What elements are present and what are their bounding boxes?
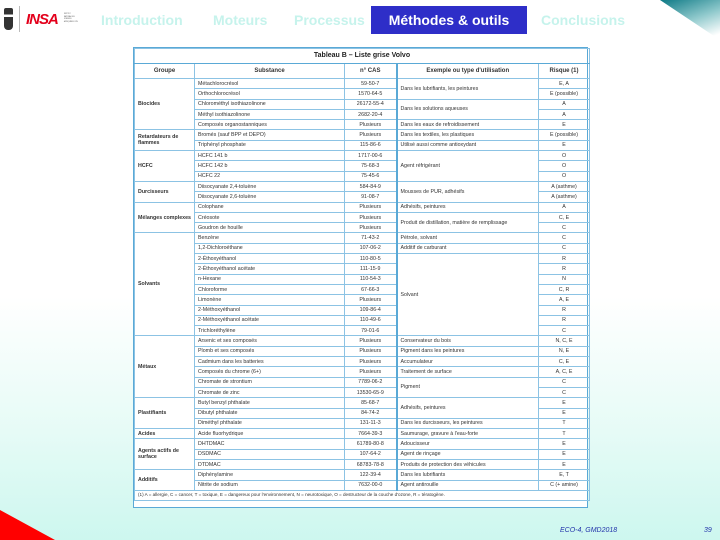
group-cell: Métaux bbox=[135, 336, 195, 398]
risk-cell: O bbox=[539, 151, 590, 161]
table-row bbox=[135, 398, 590, 408]
usage-cell: Dans les eaux de refroidissement bbox=[397, 120, 539, 130]
substance-cell: Diisocyanate 2,4-toluène bbox=[195, 181, 345, 191]
table-row bbox=[135, 367, 590, 377]
risk-cell: A, C, E bbox=[539, 367, 590, 377]
cas-cell: 110-49-6 bbox=[345, 315, 397, 325]
risk-cell: C bbox=[539, 223, 590, 233]
usage-cell: Adoucisseur bbox=[397, 439, 539, 449]
usage-cell: Dans les textiles, les plastiques bbox=[397, 130, 539, 140]
risk-cell: E bbox=[539, 398, 590, 408]
cas-cell: 107-06-2 bbox=[345, 243, 397, 253]
usage-cell: Pigment bbox=[397, 377, 539, 398]
substance-cell: Limonène bbox=[195, 295, 345, 305]
usage-cell: Pigment dans les peintures bbox=[397, 346, 539, 356]
footer-course: ECO-4, GMD2018 bbox=[560, 527, 618, 534]
cas-cell: 110-80-5 bbox=[345, 254, 397, 264]
substance-cell: Chloroforme bbox=[195, 284, 345, 294]
usage-cell: Adhésifs, peintures bbox=[397, 202, 539, 212]
risk-cell: C bbox=[539, 387, 590, 397]
substance-cell: Chromate de strontium bbox=[195, 377, 345, 387]
substance-cell: Triphényl phosphate bbox=[195, 140, 345, 150]
cas-cell: 7664-39-3 bbox=[345, 429, 397, 439]
substance-cell: Bromés (sauf BPP et DEPO) bbox=[195, 130, 345, 140]
table-row bbox=[135, 140, 590, 150]
cas-cell: 26172-55-4 bbox=[345, 99, 397, 109]
nav-methodes-outils[interactable]: Méthodes & outils bbox=[371, 6, 527, 34]
substance-cell: 2-Éthoxyéthanol bbox=[195, 254, 345, 264]
logo-subtitle: INSTITUT NATIONAL DES SCIENCES APPLIQUÉES LYON bbox=[63, 14, 78, 23]
substance-cell: Méthyl isothiazolinone bbox=[195, 109, 345, 119]
cas-cell: 115-86-6 bbox=[345, 140, 397, 150]
substance-cell: Créosote bbox=[195, 212, 345, 222]
risk-cell: A, E bbox=[539, 295, 590, 305]
risk-cell: E, T bbox=[539, 470, 590, 480]
cas-cell: 107-64-2 bbox=[345, 449, 397, 459]
substance-cell: Chromate de zinc bbox=[195, 387, 345, 397]
substance-cell: Composés du chrome (6+) bbox=[195, 367, 345, 377]
risk-cell: E (possible) bbox=[539, 89, 590, 99]
group-cell: Additifs bbox=[135, 470, 195, 491]
substance-cell: Cadmium dans les batteries bbox=[195, 357, 345, 367]
col-header-substance: Substance bbox=[195, 64, 345, 79]
nav-introduction[interactable]: Introduction bbox=[101, 12, 183, 28]
table-row bbox=[135, 470, 590, 480]
col-header-groupe: Groupe bbox=[135, 64, 195, 79]
substance-cell: 2-Méthoxyéthanol bbox=[195, 305, 345, 315]
red-corner-decoration bbox=[0, 510, 55, 540]
substance-cell: Plomb et ses composés bbox=[195, 346, 345, 356]
table-row bbox=[135, 429, 590, 439]
table-row bbox=[135, 212, 590, 222]
table-row bbox=[135, 243, 590, 253]
risk-cell: E bbox=[539, 439, 590, 449]
table-row bbox=[135, 181, 590, 191]
risk-cell: A bbox=[539, 109, 590, 119]
group-cell: Agents actifs de surface bbox=[135, 439, 195, 470]
risk-cell: O bbox=[539, 161, 590, 171]
substance-cell: Orthochlorocrésol bbox=[195, 89, 345, 99]
col-header-risque: Risque (1) bbox=[539, 64, 590, 79]
risk-cell: C bbox=[539, 377, 590, 387]
volvo-grey-list-table bbox=[133, 47, 588, 508]
substance-cell: Colophane bbox=[195, 202, 345, 212]
risk-cell: R bbox=[539, 305, 590, 315]
cas-cell: Plusieurs bbox=[345, 212, 397, 222]
usage-cell: Pétrole, solvant bbox=[397, 233, 539, 243]
risk-cell: E bbox=[539, 120, 590, 130]
cas-cell: 131-11-3 bbox=[345, 418, 397, 428]
substance-cell: DHTDMAC bbox=[195, 439, 345, 449]
risk-cell: T bbox=[539, 418, 590, 428]
col-header-usage: Exemple ou type d'utilisation bbox=[397, 64, 539, 79]
col-header-cas: n° CAS bbox=[345, 64, 397, 79]
risk-cell: C bbox=[539, 326, 590, 336]
cas-cell: Plusieurs bbox=[345, 120, 397, 130]
cas-cell: 2682-20-4 bbox=[345, 109, 397, 119]
risk-cell: E, A bbox=[539, 79, 590, 89]
substance-cell: Dibutyl phthalate bbox=[195, 408, 345, 418]
cas-cell: 13530-65-9 bbox=[345, 387, 397, 397]
usage-cell: Adhésifs, peintures bbox=[397, 398, 539, 419]
risk-cell: A (asthme) bbox=[539, 181, 590, 191]
substance-cell: Benzène bbox=[195, 233, 345, 243]
table-row bbox=[135, 79, 590, 89]
risk-cell: T bbox=[539, 429, 590, 439]
risk-cell: E bbox=[539, 449, 590, 459]
risk-cell: O bbox=[539, 171, 590, 181]
cas-cell: Plusieurs bbox=[345, 367, 397, 377]
table-row bbox=[135, 120, 590, 130]
group-cell: Mélanges complexes bbox=[135, 202, 195, 233]
table-row bbox=[135, 233, 590, 243]
corner-decoration bbox=[660, 0, 720, 40]
usage-cell: Saumurage, gravure à l'eau-forte bbox=[397, 429, 539, 439]
group-cell: Acides bbox=[135, 429, 195, 439]
table-row bbox=[135, 151, 590, 161]
risk-cell: A bbox=[539, 202, 590, 212]
table-row bbox=[135, 336, 590, 346]
substance-cell: 2-Éthoxyéthanol acétate bbox=[195, 264, 345, 274]
risk-cell: E bbox=[539, 408, 590, 418]
usage-cell: Accumulateur bbox=[397, 357, 539, 367]
substance-cell: 2-Méthoxyéthanol acétate bbox=[195, 315, 345, 325]
footnote-row bbox=[135, 490, 590, 500]
insa-logo bbox=[4, 6, 78, 32]
risk-cell: C bbox=[539, 243, 590, 253]
usage-cell: Produits de protection des véhicules bbox=[397, 459, 539, 469]
group-cell: Retardateurs de flammes bbox=[135, 130, 195, 151]
substance-cell: n-Hexane bbox=[195, 274, 345, 284]
cas-cell: 122-39-4 bbox=[345, 470, 397, 480]
cas-cell: 85-68-7 bbox=[345, 398, 397, 408]
cas-cell: 71-43-2 bbox=[345, 233, 397, 243]
substance-cell: HCFC 141 b bbox=[195, 151, 345, 161]
group-cell: Solvants bbox=[135, 233, 195, 336]
table-row bbox=[135, 99, 590, 109]
substance-cell: Composés organostanniques bbox=[195, 120, 345, 130]
cas-cell: 75-45-6 bbox=[345, 171, 397, 181]
page-number: 39 bbox=[704, 527, 712, 534]
risk-cell: E bbox=[539, 140, 590, 150]
group-cell: Durcisseurs bbox=[135, 181, 195, 202]
risk-cell: A bbox=[539, 99, 590, 109]
risk-cell: R bbox=[539, 264, 590, 274]
group-cell: HCFC bbox=[135, 151, 195, 182]
usage-cell: Mousses de PUR, adhésifs bbox=[397, 181, 539, 202]
usage-cell: Agent réfrigérant bbox=[397, 151, 539, 182]
cas-cell: Plusieurs bbox=[345, 357, 397, 367]
risk-cell: N, E bbox=[539, 346, 590, 356]
substance-cell: HCFC 142 b bbox=[195, 161, 345, 171]
risk-cell: C (+ amine) bbox=[539, 480, 590, 490]
cas-cell: 7632-00-0 bbox=[345, 480, 397, 490]
cas-cell: 68783-78-8 bbox=[345, 459, 397, 469]
footnote: (1) A = allergie, C = cancer, T = toxique, E = dangereux pour l'environnement, N = neurotoxique, O = destructeur de la couche d'ozone, R = tératogène. bbox=[135, 490, 590, 500]
cas-cell: 67-66-3 bbox=[345, 284, 397, 294]
substance-cell: Chlorométhyl isothiazolinone bbox=[195, 99, 345, 109]
logo-divider bbox=[19, 6, 20, 32]
cas-cell: Plusieurs bbox=[345, 346, 397, 356]
risk-cell: R bbox=[539, 254, 590, 264]
cas-cell: 84-74-2 bbox=[345, 408, 397, 418]
substance-cell: Butyl benzyl phthalate bbox=[195, 398, 345, 408]
substance-cell: Trichloréthylène bbox=[195, 326, 345, 336]
usage-cell: Agent antirouille bbox=[397, 480, 539, 490]
table-row bbox=[135, 449, 590, 459]
cas-cell: 109-86-4 bbox=[345, 305, 397, 315]
usage-cell: Utilisé aussi comme antioxydant bbox=[397, 140, 539, 150]
substance-cell: Diméthyl phthalate bbox=[195, 418, 345, 428]
risk-cell: A (asthme) bbox=[539, 192, 590, 202]
cas-cell: 75-68-3 bbox=[345, 161, 397, 171]
risk-cell: R bbox=[539, 315, 590, 325]
risk-cell: N, C, E bbox=[539, 336, 590, 346]
cas-cell: 1717-00-6 bbox=[345, 151, 397, 161]
table-row bbox=[135, 377, 590, 387]
risk-cell: C, R bbox=[539, 284, 590, 294]
risk-cell: C, E bbox=[539, 357, 590, 367]
cas-cell: 584-84-9 bbox=[345, 181, 397, 191]
usage-cell: Solvant bbox=[397, 254, 539, 336]
usage-cell: Dans les solutions aqueuses bbox=[397, 99, 539, 120]
usage-cell: Produit de distillation, matière de remplissage bbox=[397, 212, 539, 233]
cas-cell: 110-54-3 bbox=[345, 274, 397, 284]
usage-cell: Additif de carburant bbox=[397, 243, 539, 253]
usage-cell: Traitement de surface bbox=[397, 367, 539, 377]
group-cell: Plastifiants bbox=[135, 398, 195, 429]
cas-cell: 79-01-6 bbox=[345, 326, 397, 336]
table-row bbox=[135, 357, 590, 367]
usage-cell: Dans les lubrifiants, les peintures bbox=[397, 79, 539, 100]
substance-cell: DTDMAC bbox=[195, 459, 345, 469]
table-row bbox=[135, 459, 590, 469]
cas-cell: Plusieurs bbox=[345, 130, 397, 140]
table-row bbox=[135, 254, 590, 264]
cas-cell: Plusieurs bbox=[345, 202, 397, 212]
nav-processus[interactable]: Processus bbox=[294, 12, 365, 28]
table-row bbox=[135, 480, 590, 490]
table-row bbox=[135, 202, 590, 212]
risk-cell: E bbox=[539, 459, 590, 469]
crest-icon bbox=[4, 8, 13, 30]
substance-cell: 1,2-Dichloroéthane bbox=[195, 243, 345, 253]
substance-cell: Diphénylamine bbox=[195, 470, 345, 480]
usage-cell: Dans les lubrifiants bbox=[397, 470, 539, 480]
cas-cell: Plusieurs bbox=[345, 336, 397, 346]
cas-cell: 91-08-7 bbox=[345, 192, 397, 202]
risk-cell: E (possible) bbox=[539, 130, 590, 140]
substance-cell: HCFC 22 bbox=[195, 171, 345, 181]
cas-cell: 7789-06-2 bbox=[345, 377, 397, 387]
usage-cell: Dans les durcisseurs, les peintures bbox=[397, 418, 539, 428]
cas-cell: 1570-64-5 bbox=[345, 89, 397, 99]
table-row bbox=[135, 439, 590, 449]
substance-cell: Nitrite de sodium bbox=[195, 480, 345, 490]
nav-moteurs[interactable]: Moteurs bbox=[213, 12, 268, 28]
cas-cell: Plusieurs bbox=[345, 295, 397, 305]
nav-conclusions[interactable]: Conclusions bbox=[541, 12, 626, 28]
substance-cell: Métachlorocrésol bbox=[195, 79, 345, 89]
table-row bbox=[135, 418, 590, 428]
risk-cell: N bbox=[539, 274, 590, 284]
substance-cell: DSDMAC bbox=[195, 449, 345, 459]
cas-cell: 61789-80-8 bbox=[345, 439, 397, 449]
cas-cell: 59-50-7 bbox=[345, 79, 397, 89]
risk-cell: C, E bbox=[539, 212, 590, 222]
usage-cell: Conservateur du bois bbox=[397, 336, 539, 346]
usage-cell: Agent de rinçage bbox=[397, 449, 539, 459]
substance-cell: Diisocyanate 2,6-toluène bbox=[195, 192, 345, 202]
table-row bbox=[135, 130, 590, 140]
group-cell: Biocides bbox=[135, 79, 195, 130]
cas-cell: 111-15-9 bbox=[345, 264, 397, 274]
cas-cell: Plusieurs bbox=[345, 223, 397, 233]
table-row bbox=[135, 346, 590, 356]
substance-cell: Arsenic et ses composés bbox=[195, 336, 345, 346]
table-title: Tableau B – Liste grise Volvo bbox=[135, 49, 590, 64]
risk-cell: C bbox=[539, 233, 590, 243]
substance-cell: Acide fluorhydrique bbox=[195, 429, 345, 439]
substance-cell: Goudron de houille bbox=[195, 223, 345, 233]
logo-text: INSA bbox=[26, 10, 58, 28]
